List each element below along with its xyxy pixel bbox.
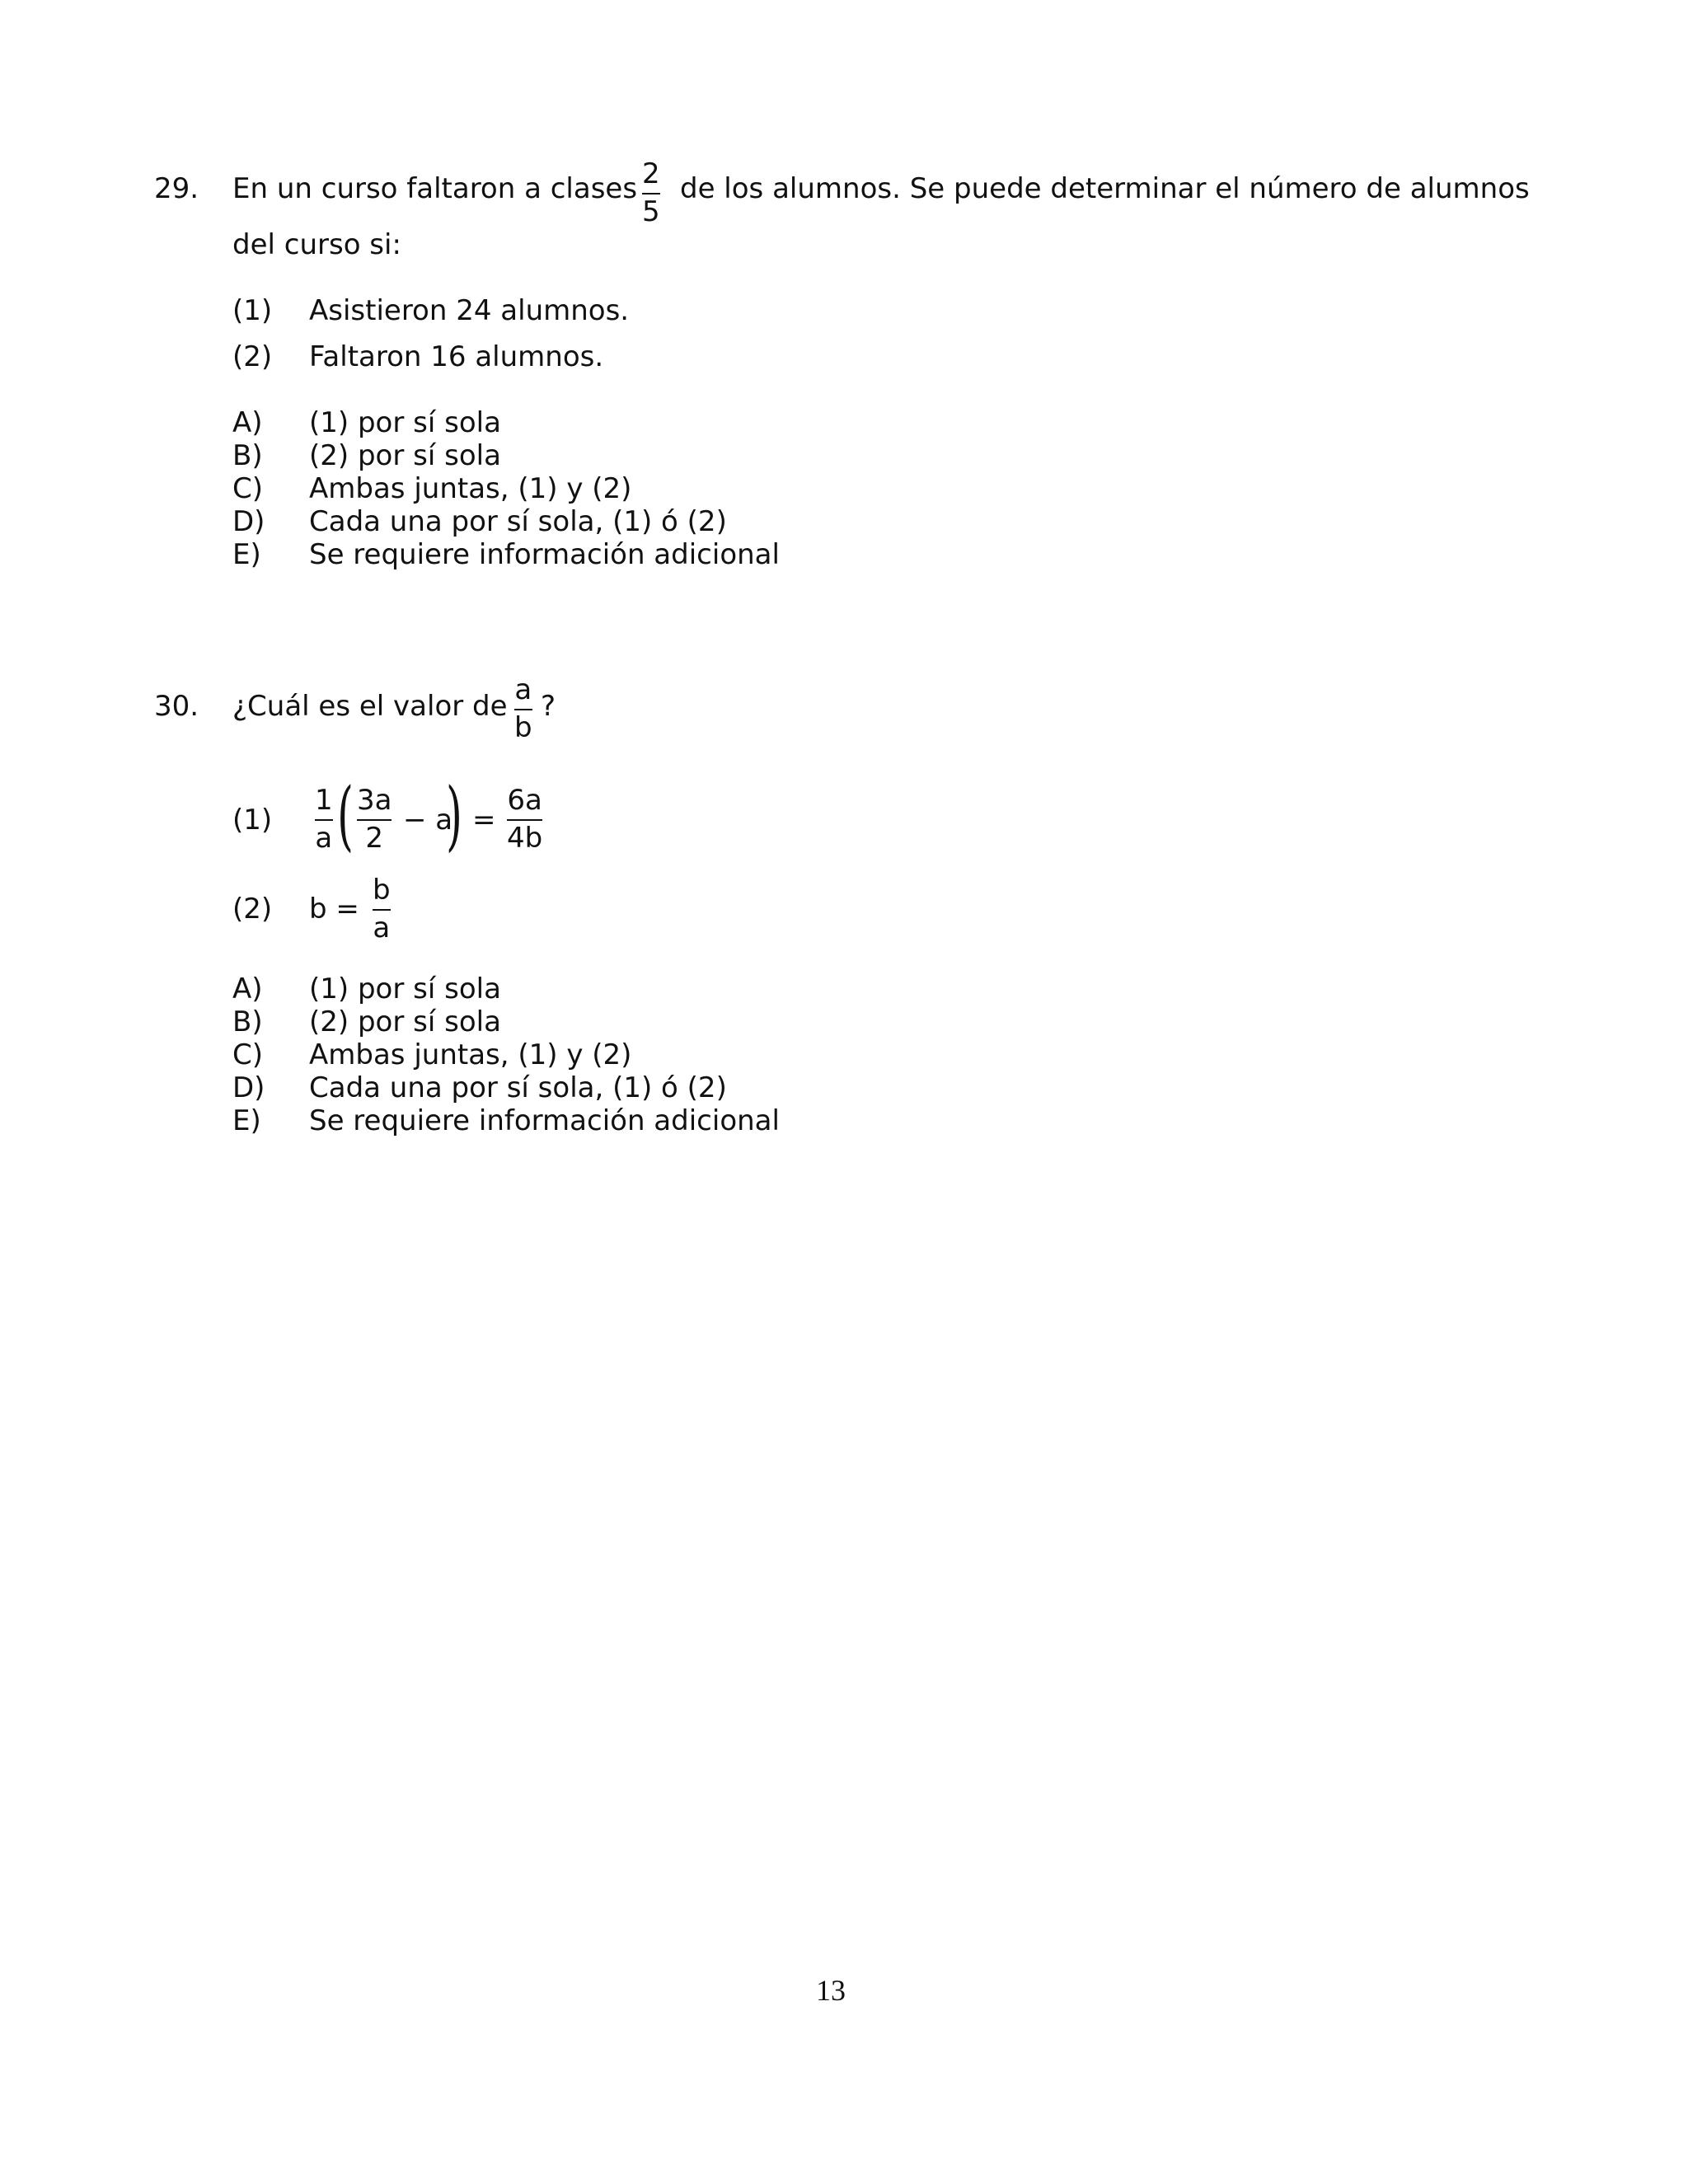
q29-statement-1-text: Asistieron 24 alumnos. xyxy=(309,294,630,327)
q30-fraction xyxy=(514,673,532,744)
q30-statement-2-frac-bar xyxy=(373,909,391,911)
q30-option-e-text: Se requiere información adicional xyxy=(309,1104,780,1137)
q29-option-d-text: Cada una por sí sola, (1) ó (2) xyxy=(309,505,727,538)
q29-option-e-text: Se requiere información adicional xyxy=(309,538,780,571)
q30-option-b-text: (2) por sí sola xyxy=(309,1005,501,1038)
frac-inner-denominator: 2 xyxy=(365,822,384,855)
q30-statement-2-frac-numerator: b xyxy=(373,874,391,907)
q29-statement-1-label: (1) xyxy=(232,294,273,327)
q29-text-before: En un curso faltaron a clases xyxy=(232,172,638,205)
frac-right-numerator: 6a xyxy=(507,784,542,817)
q29-option-a-text: (1) por sí sola xyxy=(309,406,501,439)
frac-right-bar xyxy=(507,819,542,821)
q30-statement-2-frac xyxy=(373,876,391,942)
q29-option-b-letter: B) xyxy=(232,439,263,472)
q29-option-e-letter: E) xyxy=(232,538,261,571)
q30-option-e-letter: E) xyxy=(232,1104,261,1137)
q30-fraction-bar xyxy=(514,709,532,710)
q29-text-after: de los alumnos. Se puede determinar el número de alumnos xyxy=(680,172,1530,205)
q29-option-c-text: Ambas juntas, (1) y (2) xyxy=(309,472,632,505)
q29-number: 29. xyxy=(154,172,199,205)
q29-fraction-numerator: 2 xyxy=(642,157,660,190)
q30-number: 30. xyxy=(154,690,199,723)
frac-right-denominator: 4b xyxy=(507,822,543,855)
q29-text-line2: del curso si: xyxy=(232,228,401,261)
q30-option-d-text: Cada una por sí sola, (1) ó (2) xyxy=(309,1071,727,1104)
q29-option-b-text: (2) por sí sola xyxy=(309,439,501,472)
frac-inner-numerator: 3a xyxy=(357,784,392,817)
q30-statement-1-frac-right xyxy=(507,784,543,855)
q30-fraction-denominator: b xyxy=(514,711,532,744)
q30-option-d-letter: D) xyxy=(232,1071,265,1104)
q30-statement-1-frac-left xyxy=(315,784,333,855)
right-parenthesis: ) xyxy=(446,771,462,860)
q29-statement-2-label: (2) xyxy=(232,340,273,373)
q29-option-d-letter: D) xyxy=(232,505,265,538)
q30-statement-1-minus-a: − a xyxy=(403,804,453,837)
frac-left-numerator: 1 xyxy=(315,784,333,817)
q30-statement-1-label: (1) xyxy=(232,804,273,837)
q30-option-c-letter: C) xyxy=(232,1038,264,1071)
q30-fraction-numerator: a xyxy=(514,673,532,706)
frac-left-denominator: a xyxy=(315,822,333,855)
q30-statement-2-lhs: b = xyxy=(309,893,359,926)
left-parenthesis: ( xyxy=(337,771,354,860)
q30-statement-1-equals: = xyxy=(472,804,496,837)
q29-fraction xyxy=(642,157,660,228)
q29-fraction-bar xyxy=(642,193,660,194)
frac-inner-bar xyxy=(357,819,392,821)
q29-option-a-letter: A) xyxy=(232,406,263,439)
q30-statement-1-frac-inner xyxy=(357,784,392,855)
q30-option-c-text: Ambas juntas, (1) y (2) xyxy=(309,1038,632,1071)
q30-option-b-letter: B) xyxy=(232,1005,263,1038)
q30-text-after: ? xyxy=(541,690,556,723)
page-number: 13 xyxy=(816,1974,846,2007)
q30-text-before: ¿Cuál es el valor de xyxy=(232,690,508,723)
q29-fraction-denominator: 5 xyxy=(642,195,660,228)
q29-statement-2-text: Faltaron 16 alumnos. xyxy=(309,340,604,373)
frac-left-bar xyxy=(315,819,333,821)
q30-statement-2-frac-denominator: a xyxy=(373,912,391,944)
q29-option-c-letter: C) xyxy=(232,472,264,505)
q30-option-a-letter: A) xyxy=(232,972,263,1005)
q30-option-a-text: (1) por sí sola xyxy=(309,972,501,1005)
q30-statement-2-label: (2) xyxy=(232,893,273,926)
